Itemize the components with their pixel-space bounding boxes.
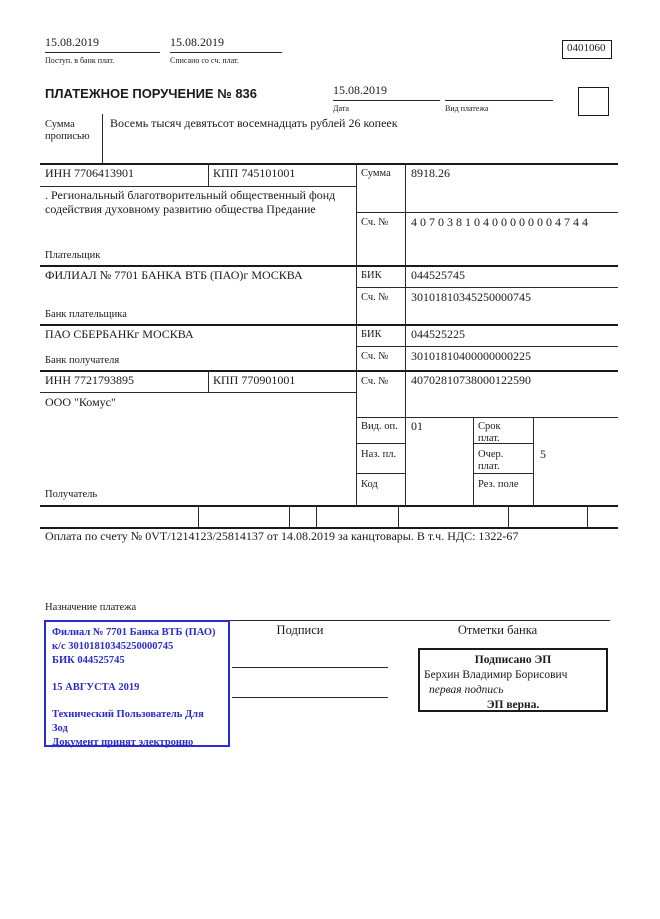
table-border	[473, 473, 533, 474]
date-label: Дата	[333, 104, 349, 113]
amount-words-label: Сумма прописью	[45, 119, 90, 143]
payee-inn: ИНН 7721793895	[45, 373, 134, 387]
payer-bank-account-label: Сч. №	[361, 292, 389, 303]
payer-account-label: Сч. №	[361, 217, 389, 228]
due-date-label: Срок плат.	[478, 421, 501, 445]
payee-kpp: КПП 770901001	[213, 373, 296, 387]
table-divider	[473, 417, 474, 505]
esign-signature-type: первая подпись	[429, 684, 504, 696]
table-border	[40, 505, 618, 507]
payee-bank-section-label: Банк получателя	[45, 355, 120, 366]
purpose-code-label: Наз. пл.	[361, 449, 397, 460]
payee-bank-bik: 044525225	[411, 327, 465, 341]
priority-value: 5	[540, 447, 546, 461]
date-underline	[333, 100, 440, 101]
sum-label: Сумма	[361, 168, 391, 179]
amount-words-value: Восемь тысяч девятьсот восемнадцать рублей 26 копеек	[110, 116, 398, 130]
received-date-underline	[45, 52, 160, 53]
priority-label: Очер. плат.	[478, 449, 504, 473]
table-border	[356, 212, 618, 213]
table-divider	[356, 163, 357, 505]
payment-type-label: Вид платежа	[445, 104, 489, 113]
esign-verified: ЭП верна.	[486, 699, 540, 711]
tax-fields-divider	[289, 505, 290, 527]
tax-fields-divider	[316, 505, 317, 527]
debited-date: 15.08.2019	[170, 35, 224, 49]
op-type-label: Вид. оп.	[361, 421, 398, 432]
electronic-signature-box	[418, 648, 608, 712]
payer-bank-section-label: Банк плательщика	[45, 309, 127, 320]
table-border	[40, 324, 618, 326]
tax-fields-divider	[398, 505, 399, 527]
sum-value: 8918.26	[411, 166, 450, 180]
payee-name: ООО "Комус"	[45, 395, 116, 409]
table-border	[356, 346, 618, 347]
table-border	[356, 417, 618, 418]
payment-purpose-text: Оплата по счету № 0VT/1214123/25814137 от 14.08.2019 за канцтовары. В т.ч. НДС: 1322-67	[45, 529, 519, 543]
payer-inn: ИНН 7706413901	[45, 166, 134, 180]
document-date: 15.08.2019	[333, 83, 387, 97]
signature-line-2	[232, 697, 388, 698]
payer-kpp: КПП 745101001	[213, 166, 296, 180]
payment-type-box	[578, 87, 609, 116]
payer-bank-account: 30101810345250000745	[411, 290, 531, 304]
stamp-bank-name: Филиал № 7701 Банка ВТБ (ПАО)	[52, 627, 216, 638]
signature-area-topline	[230, 620, 610, 621]
table-border	[40, 265, 618, 267]
payee-bank-account-label: Сч. №	[361, 351, 389, 362]
esign-signer-name: Берхин Владимир Борисович	[424, 669, 568, 681]
bank-marks-label: Отметки банка	[457, 623, 538, 637]
signatures-label: Подписи	[276, 623, 324, 637]
document-title: ПЛАТЕЖНОЕ ПОРУЧЕНИЕ № 836	[45, 86, 258, 101]
payer-bank-name: ФИЛИАЛ № 7701 БАНКА ВТБ (ПАО)г МОСКВА	[45, 268, 303, 282]
received-in-bank-date: 15.08.2019	[45, 35, 99, 49]
stamp-accepted: Документ принят электронно	[52, 737, 194, 748]
stamp-user: Технический Пользователь Для Зод	[52, 709, 204, 734]
table-border	[356, 473, 405, 474]
payee-account: 40702810738000122590	[411, 373, 531, 387]
op-type-value: 01	[411, 419, 423, 433]
amount-words-divider	[102, 114, 103, 163]
payer-bank-bik-label: БИК	[361, 270, 382, 281]
signature-line-1	[232, 667, 388, 668]
tax-fields-divider	[587, 505, 588, 527]
reserve-field-label: Рез. поле	[478, 479, 519, 490]
payer-section-label: Плательщик	[45, 250, 101, 261]
esign-title: Подписано ЭП	[474, 654, 552, 666]
table-divider	[208, 163, 209, 186]
payee-section-label: Получатель	[45, 489, 98, 500]
received-in-bank-label: Поступ. в банк плат.	[45, 56, 115, 65]
tax-fields-divider	[198, 505, 199, 527]
payment-type-underline	[445, 100, 553, 101]
payee-bank-account: 30101810400000000225	[411, 349, 531, 363]
table-divider	[405, 163, 406, 505]
stamp-bik: БИК 044525745	[52, 655, 125, 666]
table-divider	[533, 417, 534, 505]
stamp-corr-account: к/с 30101810345250000745	[52, 641, 174, 652]
tax-fields-divider	[508, 505, 509, 527]
payee-bank-bik-label: БИК	[361, 329, 382, 340]
table-border	[40, 370, 618, 372]
payer-account: 40703810400000004744	[411, 215, 591, 229]
table-divider	[208, 370, 209, 392]
stamp-date: 15 АВГУСТА 2019	[52, 682, 140, 693]
payer-bank-bik: 044525745	[411, 268, 465, 282]
bank-stamp	[44, 620, 230, 747]
table-border	[40, 163, 618, 165]
form-code-box	[562, 40, 612, 59]
table-border	[40, 392, 356, 393]
table-border	[40, 186, 356, 187]
payee-bank-name: ПАО СБЕРБАНКг МОСКВА	[45, 327, 194, 341]
debited-label: Списано со сч. плат.	[170, 56, 239, 65]
payment-purpose-label: Назначение платежа	[45, 602, 137, 613]
code-label: Код	[361, 479, 378, 490]
debited-date-underline	[170, 52, 282, 53]
table-border	[356, 287, 618, 288]
table-border	[356, 443, 405, 444]
form-code: 0401060	[567, 42, 606, 54]
payer-name: . Региональный благотворительный общественный фонд содействия духовному развитию общества Предание	[45, 188, 336, 216]
payee-account-label: Сч. №	[361, 376, 389, 387]
